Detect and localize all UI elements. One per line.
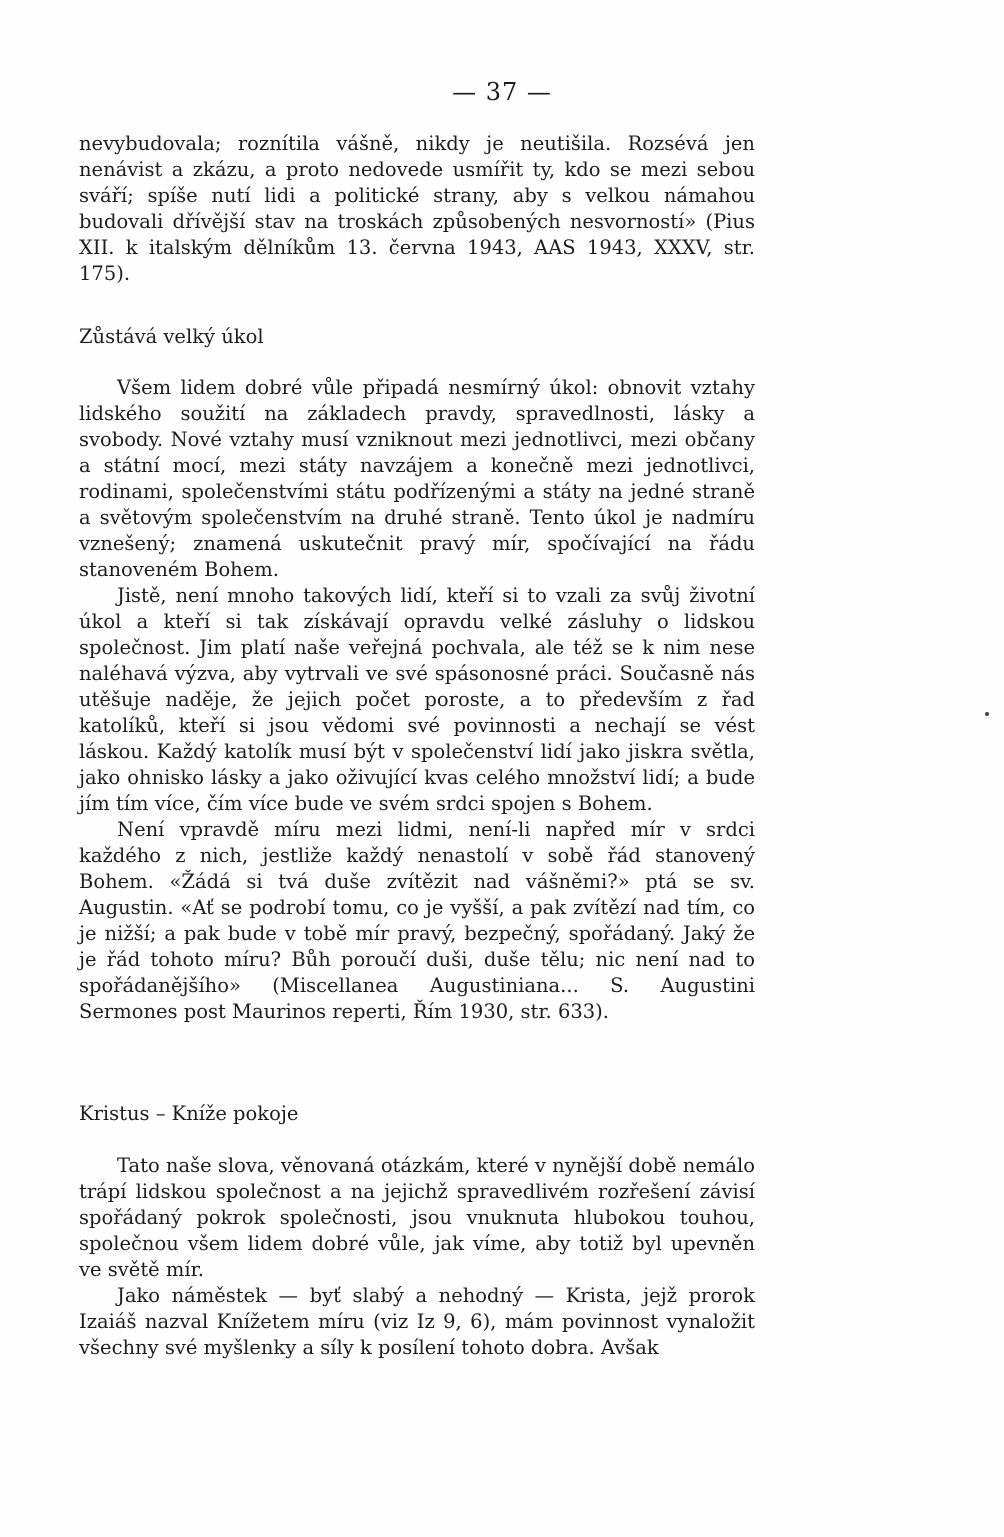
section-kristus-body xyxy=(79,1153,755,1361)
section-heading-velky-ukol: Zůstává velký úkol xyxy=(79,325,264,348)
section-velky-ukol-body xyxy=(79,375,755,1025)
page-number: — 37 — xyxy=(452,78,552,106)
paragraph: Tato naše slova, věnovaná otázkám, které v nynější době nemálo trápí lidskou společnost a na jejichž spravedlivém rozřešení závisí spořádaný pokrok společnosti, jsou vnuknuta hlubokou touhou, společnou všem lidem dobré vůle, jak víme, aby totiž byl upevněn ve světě mír. xyxy=(79,1154,755,1281)
paragraph: Jistě, není mnoho takových lidí, kteří si to vzali za svůj životní úkol a kteří si tak získávají opravdu velké zásluhy o lidskou společnost. Jim platí naše veřejná pochvala, ale též se k nim nese naléhavá výzva, aby vytrvali ve své spásonosné práci. Současně nás utěšuje naděje, že jejich počet poroste, a to především z řad katolíků, kteří si jsou vědomi své povinnosti a nechají se vést láskou. Každý katolík musí být v společenství lidí jako jiskra světla, jako ohnisko lásky a jako oživující kvas celého množství lidí; a bude jím tím více, čím více bude ve svém srdci spojen s Bohem. xyxy=(79,584,755,815)
scan-speck xyxy=(985,712,989,716)
intro-paragraph: nevybudovala; roznítila vášně, nikdy je neutišila. Rozsévá jen nenávist a zkázu, a proto nedovede usmířit ty, kdo se mezi sebou sváří; spíše nutí lidi a politické strany, aby s velkou námahou budovali dřívější stav na troskách způsobených nesvorností» (Pius XII. k italským dělníkům 13. června 1943, AAS 1943, XXXV, str. 175). xyxy=(79,132,755,285)
paragraph: Jako náměstek — byť slabý a nehodný — Krista, jejž prorok Izaiáš nazval Knížetem míru (viz Iz 9, 6), mám povinnost vynaložit všechny své myšlenky a síly k posílení tohoto dobra. Avšak xyxy=(79,1284,755,1359)
paragraph: Všem lidem dobré vůle připadá nesmírný úkol: obnovit vztahy lidského soužití na základech pravdy, spravedlnosti, lásky a svobody. Nové vztahy musí vzniknout mezi jednotlivci, mezi občany a státní mocí, mezi státy navzájem a konečně mezi jednotlivci, rodinami, společenstvími státu podřízenými a státy na jedné straně a světovým společenstvím na druhé straně. Tento úkol je nadmíru vznešený; znamená uskutečnit pravý mír, spočívající na řádu stanoveném Bohem. xyxy=(79,376,755,581)
section-heading-kristus: Kristus – Kníže pokoje xyxy=(79,1102,299,1125)
paragraph: Není vpravdě míru mezi lidmi, není-li napřed mír v srdci každého z nich, jestliže každý nenastolí v sobě řád stanovený Bohem. «Žádá si tvá duše zvítězit nad vášněmi?» ptá se sv. Augustin. «Ať se podrobí tomu, co je vyšší, a pak zvítězí nad tím, co je nižší; a pak bude v tobě mír pravý, bezpečný, spořádaný. Jaký že je řád tohoto míru? Bůh poroučí duši, duše tělu; nic není nad to spořádanějšího» (Miscellanea Augustiniana... S. Augustini Sermones post Maurinos reperti, Řím 1930, str. 633). xyxy=(79,818,755,1023)
intro-text xyxy=(79,131,755,287)
